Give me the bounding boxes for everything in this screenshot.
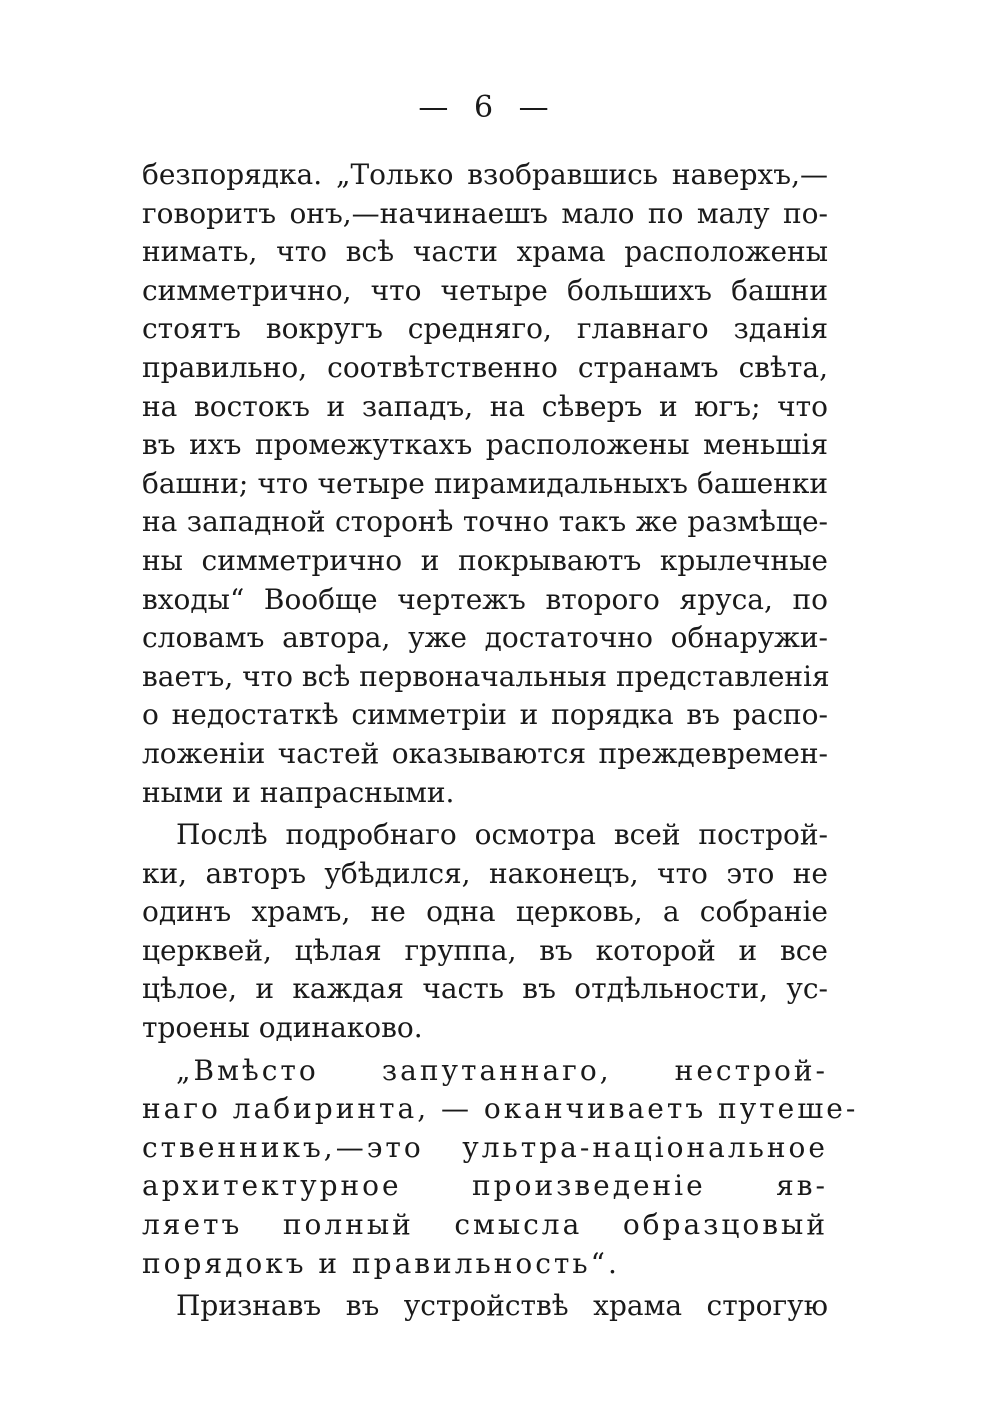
text-line: входы“ Вообще чертежъ второго яруса, по <box>142 582 828 616</box>
text-line: словамъ автора, уже достаточно обнаружи- <box>142 621 828 655</box>
text-line: ными и напрасными. <box>142 775 455 809</box>
paragraph <box>142 1287 828 1326</box>
text-line: Признавъ въ устройствѣ храма строгую <box>176 1289 828 1323</box>
text-line: ляетъ полный смысла образцовый <box>142 1208 828 1242</box>
text-line: правильно, соотвѣтственно странамъ свѣта, <box>142 350 828 384</box>
text-line: ки, авторъ убѣдился, наконецъ, что это не <box>142 856 828 890</box>
text-line: троены одинаково. <box>142 1011 423 1045</box>
text-line: ваетъ, что всѣ первоначальныя представленія <box>142 659 830 693</box>
text-line: ны симметрично и покрываютъ крылечные <box>142 543 828 577</box>
text-line: о недостаткѣ симметріи и порядка въ распо- <box>142 698 828 732</box>
quotation-paragraph <box>142 1052 859 1284</box>
paragraph <box>142 816 828 1048</box>
text-line: ложеніи частей оказываются преждевремен- <box>142 736 828 770</box>
text-line: ственникъ,—это ультра-національное <box>142 1130 828 1164</box>
text-line: нимать, что всѣ части храма расположены <box>142 235 828 269</box>
text-line: стоятъ вокругъ средняго, главнаго зданія <box>142 312 828 346</box>
text-line: башни; что четыре пирамидальныхъ башенки <box>142 466 828 500</box>
text-line: на западной сторонѣ точно такъ же размѣще- <box>142 505 828 539</box>
text-line: безпорядка. „Только взобравшись наверхъ,— <box>142 158 828 191</box>
text-line: говоритъ онъ,—начинаешъ мало по малу по- <box>142 196 828 230</box>
body-text <box>142 156 859 1326</box>
text-line: „Вмѣсто запутаннаго, нестрой- <box>176 1053 828 1087</box>
text-line: церквей, цѣлая группа, въ которой и все <box>142 933 828 967</box>
text-line: на востокъ и западъ, на сѣверъ и югъ; что <box>142 389 828 423</box>
text-line: порядокъ и правильность“. <box>142 1246 620 1280</box>
paragraph <box>142 156 828 812</box>
text-line: симметрично, что четыре большихъ башни <box>142 273 828 307</box>
text-line: наго лабиринта, — оканчиваетъ путеше- <box>142 1092 859 1126</box>
text-line: въ ихъ промежуткахъ расположены меньшія <box>142 428 828 462</box>
text-line: Послѣ подробнаго осмотра всей построй- <box>176 818 828 852</box>
page-number: — 6 — <box>418 90 557 125</box>
text-line: архитектурное произведеніе яв- <box>142 1169 828 1203</box>
text-line: цѣлое, и каждая часть въ отдѣльности, ус- <box>142 972 828 1006</box>
text-line: одинъ храмъ, не одна церковь, а собраніе <box>142 895 828 929</box>
